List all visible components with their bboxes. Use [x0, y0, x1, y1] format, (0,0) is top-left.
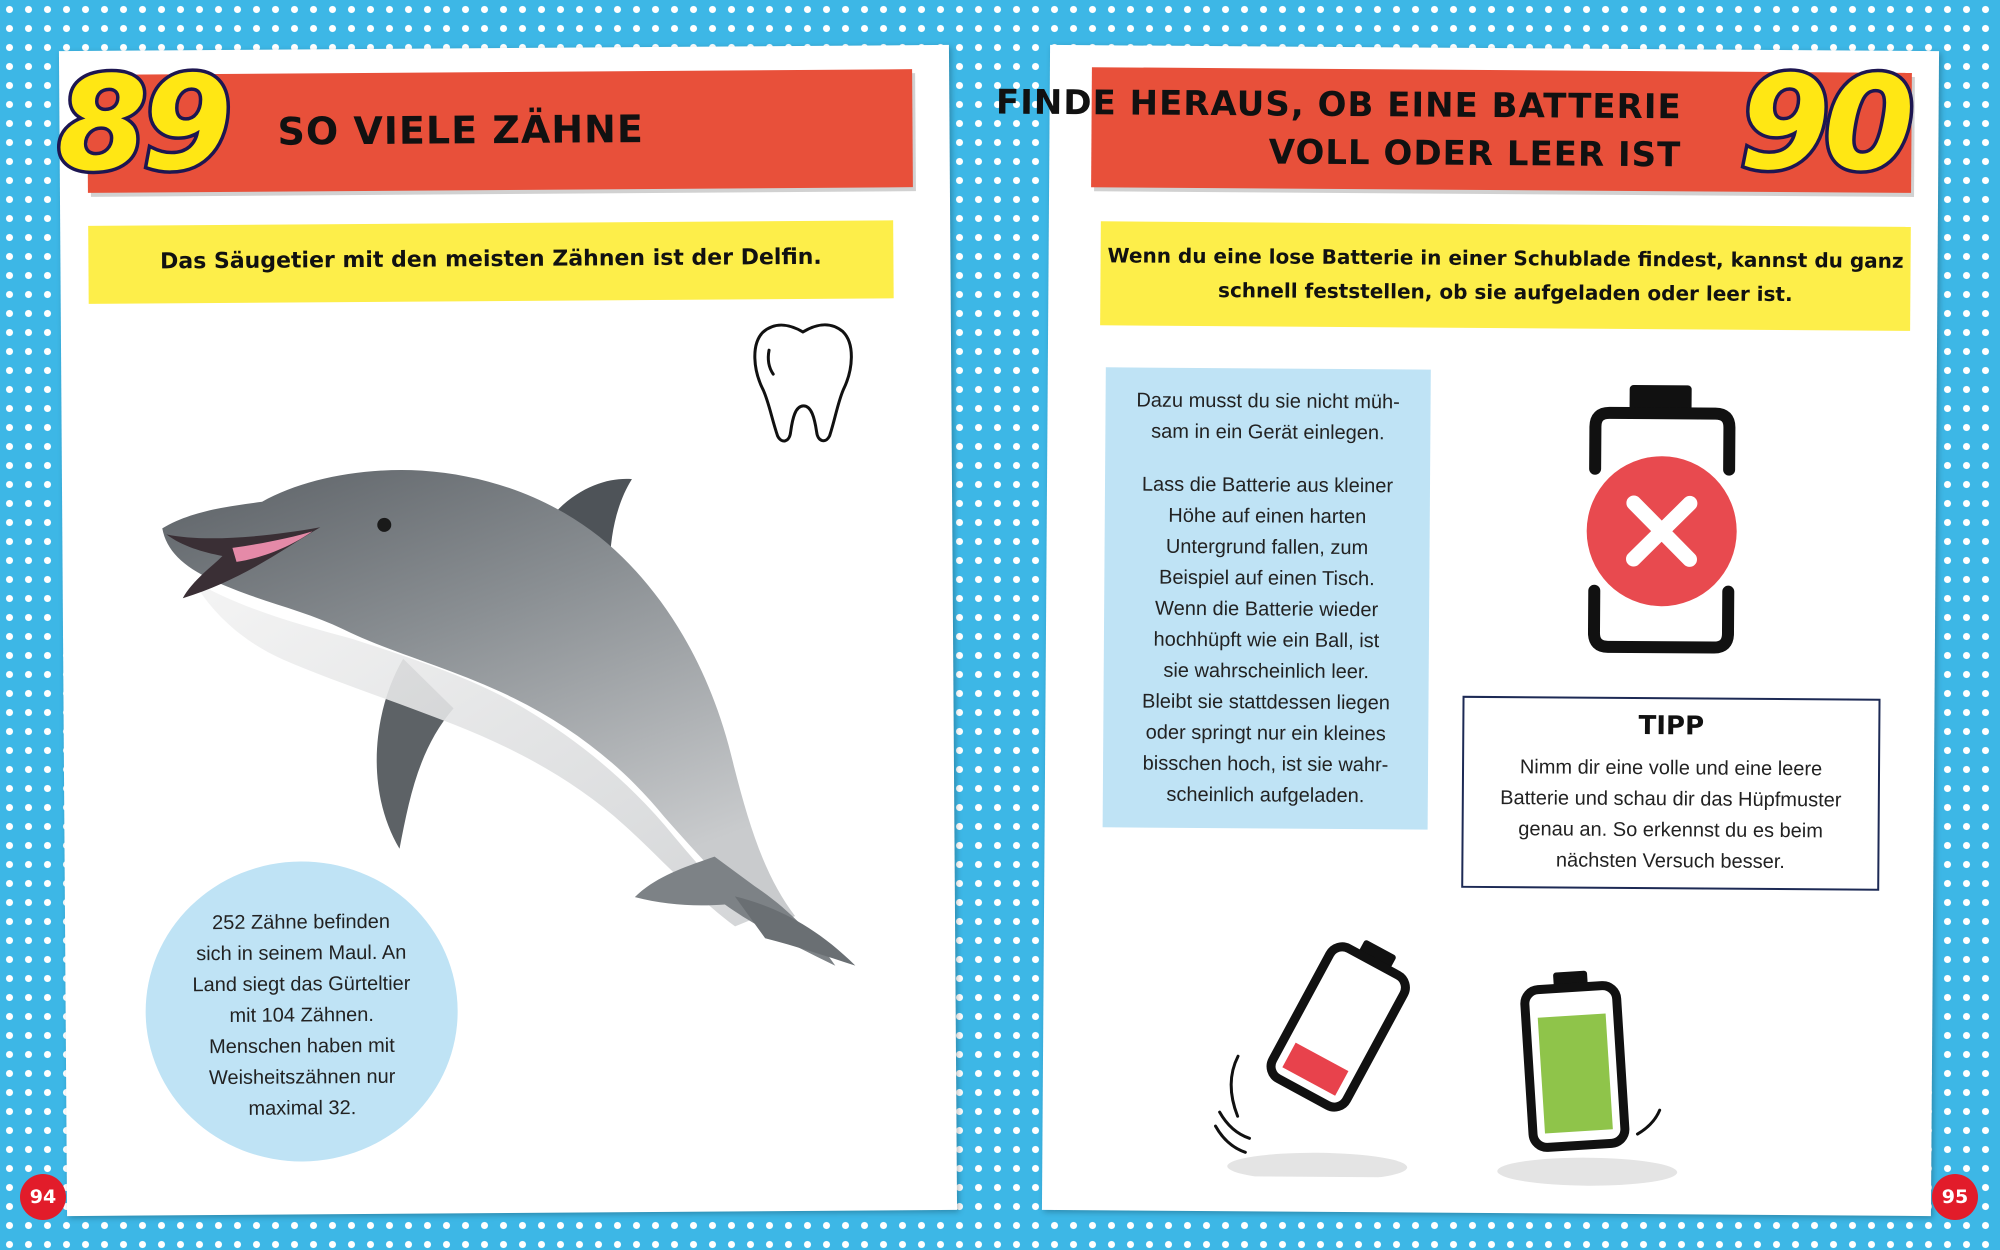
info-line: sam in ein Gerät einlegen.	[1151, 420, 1385, 445]
fact-number: 89	[56, 46, 227, 201]
info-bubble	[145, 860, 459, 1162]
bubble-line: Weisheitszähnen nur	[208, 1065, 396, 1090]
tip-line: Nimm dir eine volle und eine leere	[1519, 756, 1823, 781]
info-line: hochhüpft wie ein Ball, ist	[1153, 628, 1380, 653]
left-page	[56, 45, 957, 1216]
page-title-line2: VOLL ODER LEER IST	[1268, 132, 1682, 176]
bubble-line: 252 Zähne befinden	[211, 910, 391, 935]
info-line: oder springt nur ein kleines	[1145, 721, 1386, 746]
tip-line: nächsten Versuch besser.	[1555, 849, 1785, 874]
page-number-left: 94	[20, 1174, 66, 1220]
info-line: bisschen hoch, ist sie wahr-	[1142, 752, 1389, 777]
info-line: scheinlich aufgeladen.	[1166, 783, 1365, 808]
page-title: SO VIELE ZÄHNE	[277, 107, 644, 154]
tip-box	[1461, 696, 1880, 891]
intro-band	[1100, 221, 1911, 331]
intro-text-line1: Wenn du eine lose Batterie in einer Schublade findest, kannst du ganz	[1107, 243, 1904, 273]
info-line: Lass die Batterie aus kleiner	[1141, 473, 1394, 498]
empty-battery-icon	[1197, 916, 1439, 1178]
info-line: sie wahrscheinlich leer.	[1163, 659, 1370, 684]
fact-number: 90	[1739, 46, 1909, 200]
intro-text: Das Säugetier mit den meisten Zähnen ist der Delfin.	[160, 244, 822, 275]
bubble-line: Menschen haben mit	[208, 1034, 395, 1059]
info-line: Bleibt sie stattdessen liegen	[1141, 690, 1391, 715]
info-line: Höhe auf einen harten	[1168, 504, 1367, 529]
info-line: Untergrund fallen, zum	[1165, 535, 1369, 560]
bubble-line: mit 104 Zähnen.	[229, 1003, 375, 1027]
intro-band	[88, 220, 894, 304]
info-line: Wenn die Batterie wieder	[1155, 597, 1379, 622]
bubble-line: Land siegt das Gürteltier	[192, 972, 411, 997]
info-line: Beispiel auf einen Tisch.	[1158, 566, 1375, 591]
bubble-line: sich in seinem Maul. An	[196, 941, 407, 966]
page-number-right: 95	[1932, 1174, 1978, 1220]
right-page	[995, 45, 1939, 1216]
bubble-line: maximal 32.	[248, 1097, 357, 1120]
info-line: Dazu musst du sie nicht müh-	[1136, 389, 1400, 414]
tip-title: TIPP	[1638, 711, 1705, 742]
full-battery-icon	[1487, 963, 1689, 1189]
page-title-line1: FINDE HERAUS, OB EINE BATTERIE	[995, 82, 1682, 128]
battery-cross-icon	[1576, 381, 1748, 662]
tip-line: Batterie und schau dir das Hüpfmuster	[1500, 787, 1842, 812]
intro-text-line2: schnell feststellen, ob sie aufgeladen oder leer ist.	[1218, 278, 1793, 307]
info-panel	[1103, 367, 1431, 829]
tip-line: genau an. So erkennst du es beim	[1518, 818, 1824, 843]
